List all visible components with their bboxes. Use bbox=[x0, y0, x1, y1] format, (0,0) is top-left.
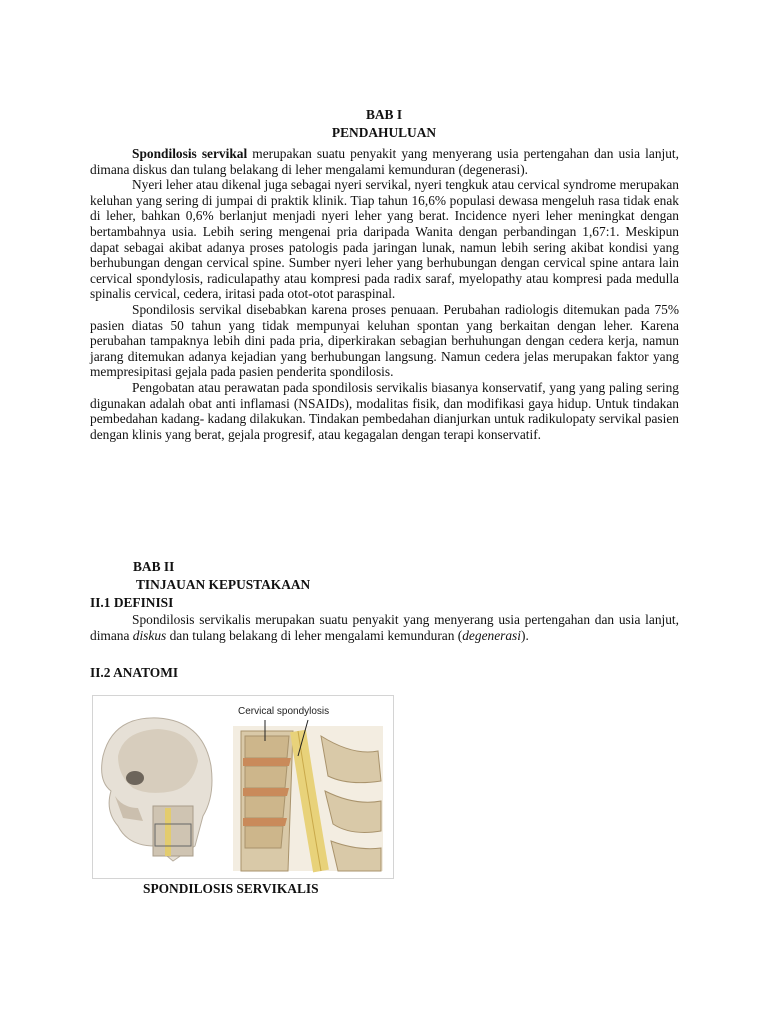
definisi-body bbox=[90, 612, 679, 643]
paragraph-4: Pengobatan atau perawatan pada spondilosis servikalis biasanya konservatif, yang yang paling sering digunakan adalah obat anti inflamasi (NSAIDs), modalitas fisik, dan modifikasi gaya hidup. Untuk tindakan pembedahan kadang- kadang dilakukan. Tindakan pembedahan dianjurkan untuk radikulopaty servikal pasien dengan klinis yang berat, gejala progresif, atau kegagalan dengan terapi konservatif. bbox=[90, 379, 679, 442]
term-spondilosis: Spondilosis servikal bbox=[132, 146, 248, 161]
section-definisi-heading: II.1 DEFINISI bbox=[90, 595, 174, 610]
definisi-paragraph: Spondilosis servikalis merupakan suatu penyakit yang menyerang usia pertengahan dan usia lanjut, dimana diskus dan tulang belakang di leher mengalami kemunduran (degenerasi). bbox=[90, 612, 679, 643]
chapter-number: BAB I bbox=[365, 107, 403, 122]
chapter-title: PENDAHULUAN bbox=[331, 125, 437, 140]
chapter2-number: BAB II bbox=[133, 559, 175, 574]
bab1-body bbox=[90, 146, 679, 442]
anatomy-figure bbox=[92, 695, 394, 879]
section-anatomi-heading: II.2 ANATOMI bbox=[90, 665, 179, 680]
figure-caption: SPONDILOSIS SERVIKALIS bbox=[143, 881, 319, 896]
paragraph-3: Spondilosis servikal disebabkan karena proses penuaan. Perubahan radiologis ditemukan pada 75% pasien diatas 50 tahun yang tidak mempunyai keluhan spontan yang berkaitan dengan leher. Karena perubahan tampaknya lebih dini pada pria, diperkirakan sebagian berhuhungan dengan cedera kerja, namun jarang ditemukan adanya kejadian yang berhubungan langsung. Namun cedera jelas merupakan faktor yang mempresipitasi gejala pada pasien penderita spondilosis. bbox=[90, 301, 679, 380]
figure-label: Cervical spondylosis bbox=[238, 706, 330, 717]
paragraph-2: Nyeri leher atau dikenal juga sebagai nyeri servikal, nyeri tengkuk atau cervical syndrome merupakan keluhan yang sering di jumpai di praktik klinik. Tiap tahun 16,6% populasi dewasa mengeluh rasa tidak enak di leher, bahkan 0,6% berlanjut menjadi nyeri leher yang berat. Incidence nyeri leher meningkat dengan bertambahnya usia. Lebih sering mengenai pria daripada Wanita dengan perbandingan 1,67:1. Meskipun dapat sebagai akibat adanya proses patologis pada jaringan lunak, namun lebih sering akibat kondisi yang berhubungan dengan cervical spine. Sumber nyeri leher yang berhubungan dengan cervical spine antara lain cervical spondylosis, radiculapathy atau kompresi pada radix saraf, myelopathy atau kompresi pada medulla spinalis cervical, cedera, iritasi pada otot-otot paraspinal. bbox=[90, 177, 679, 302]
chapter2-title: TINJAUAN KEPUSTAKAAN bbox=[136, 577, 311, 592]
anatomy-illustration bbox=[93, 696, 393, 878]
paragraph-1: Spondilosis servikal merupakan suatu penyakit yang menyerang usia pertengahan dan usia lanjut, dimana diskus dan tulang belakang di leher mengalami kemunduran (degenerasi). bbox=[90, 146, 679, 177]
